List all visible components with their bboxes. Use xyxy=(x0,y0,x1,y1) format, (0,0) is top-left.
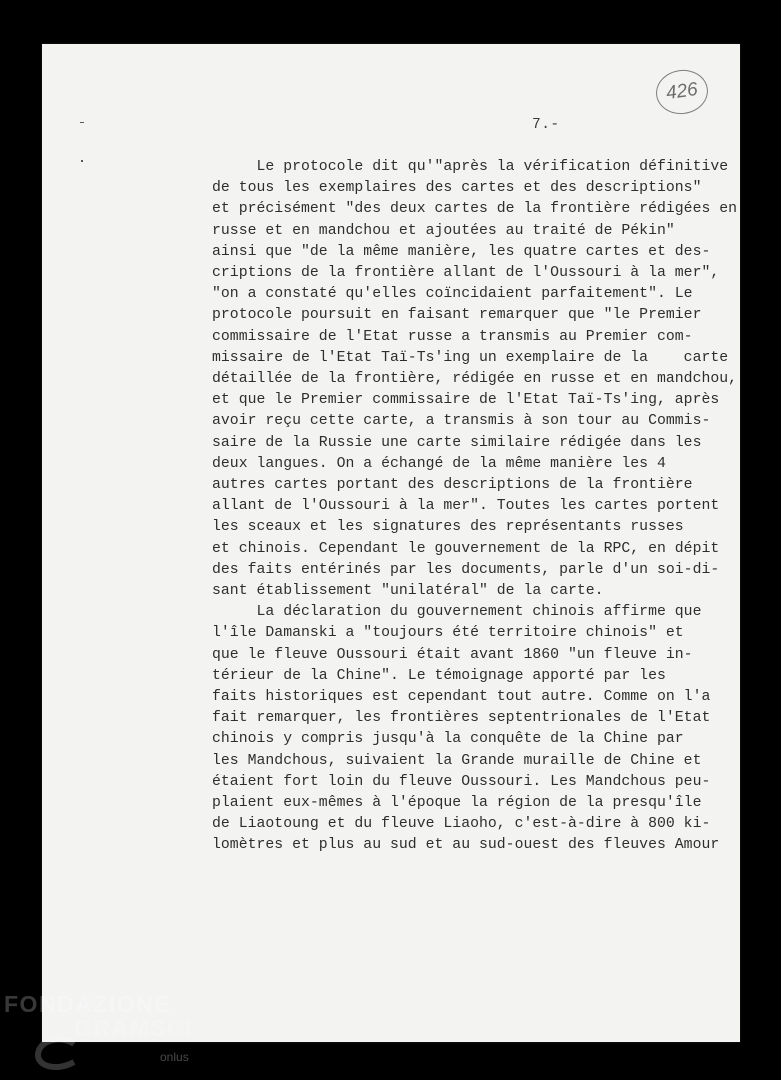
text-line: La déclaration du gouvernement chinois affirme que xyxy=(212,604,702,621)
text-line: russe et en mandchou et ajoutées au traité de Pékin" xyxy=(212,222,675,239)
text-line: chinois y compris jusqu'à la conquête de la Chine par xyxy=(212,731,684,748)
text-line: commissaire de l'Etat russe a transmis au Premier com- xyxy=(212,328,693,345)
text-line: térieur de la Chine". Le témoignage apporté par les xyxy=(212,667,666,684)
text-line: sant établissement "unilatéral" de la carte. xyxy=(212,583,604,599)
text-line: ainsi que "de la même manière, les quatre cartes et des- xyxy=(212,243,711,260)
text-line: deux langues. On a échangé de la même manière les 4 xyxy=(212,455,666,472)
watermark-suffix: onlus xyxy=(160,1050,189,1064)
text-line: faits historiques est cependant tout autre. Comme on l'a xyxy=(212,689,711,705)
text-line: des faits entérinés par les documents, parle d'un soi-di- xyxy=(212,561,720,578)
text-line: et précisément "des deux cartes de la frontière rédigées en xyxy=(212,201,738,218)
text-line: criptions de la frontière allant de l'Oussouri à la mer", xyxy=(212,265,720,281)
watermark-line-2: GRAMSCI xyxy=(74,1015,194,1041)
text-line: de Liaotoung et du fleuve Liaoho, c'est-à-dire à 800 ki- xyxy=(212,816,711,833)
text-line: missaire de l'Etat Taï-Ts'ing un exemplaire de la carte xyxy=(212,349,729,366)
text-line: allant de l'Oussouri à la mer". Toutes les cartes portent xyxy=(212,498,720,515)
text-line: lomètres et plus au sud et au sud-ouest des fleuves Amour xyxy=(212,837,720,854)
archive-stamp-number: 426 xyxy=(653,67,711,118)
text-line: protocole poursuit en faisant remarquer que "le Premier xyxy=(212,307,702,324)
text-line: de tous les exemplaires des cartes et des descriptions" xyxy=(212,180,702,197)
text-line: autres cartes portant des descriptions de la frontière xyxy=(212,477,693,493)
text-line: Le protocole dit qu'"après la vérification définitive xyxy=(212,159,729,175)
margin-mark xyxy=(80,122,84,123)
text-line: les sceaux et les signatures des représentants russes xyxy=(212,519,684,536)
margin-dot xyxy=(81,160,83,162)
text-line: avoir reçu cette carte, a transmis à son tour au Commis- xyxy=(212,413,711,430)
watermark-line-1: FONDAZIONE xyxy=(4,991,172,1017)
text-line: et chinois. Cependant le gouvernement de la RPC, en dépit xyxy=(212,540,720,557)
text-line: étaient fort loin du fleuve Oussouri. Les Mandchous peu- xyxy=(212,773,711,790)
foundation-logo-icon xyxy=(34,1036,86,1072)
text-line: l'île Damanski a "toujours été territoire chinois" et xyxy=(212,625,684,642)
text-line: saire de la Russie une carte similaire rédigée dans les xyxy=(212,434,702,451)
foundation-watermark xyxy=(4,992,193,1040)
text-line: que le fleuve Oussouri était avant 1860 "un fleuve in- xyxy=(212,646,693,663)
text-line: les Mandchous, suivaient la Grande muraille de Chine et xyxy=(212,752,702,769)
text-line: plaient eux-mêmes à l'époque la région de la presqu'île xyxy=(212,795,702,811)
text-line: "on a constaté qu'elles coïncidaient parfaitement". Le xyxy=(212,286,693,303)
text-line: détaillée de la frontière, rédigée en russe et en mandchou, xyxy=(212,371,738,387)
page-number: 7.- xyxy=(532,117,560,133)
text-line: et que le Premier commissaire de l'Etat Taï-Ts'ing, après xyxy=(212,392,720,409)
text-line: fait remarquer, les frontières septentrionales de l'Etat xyxy=(212,710,711,727)
